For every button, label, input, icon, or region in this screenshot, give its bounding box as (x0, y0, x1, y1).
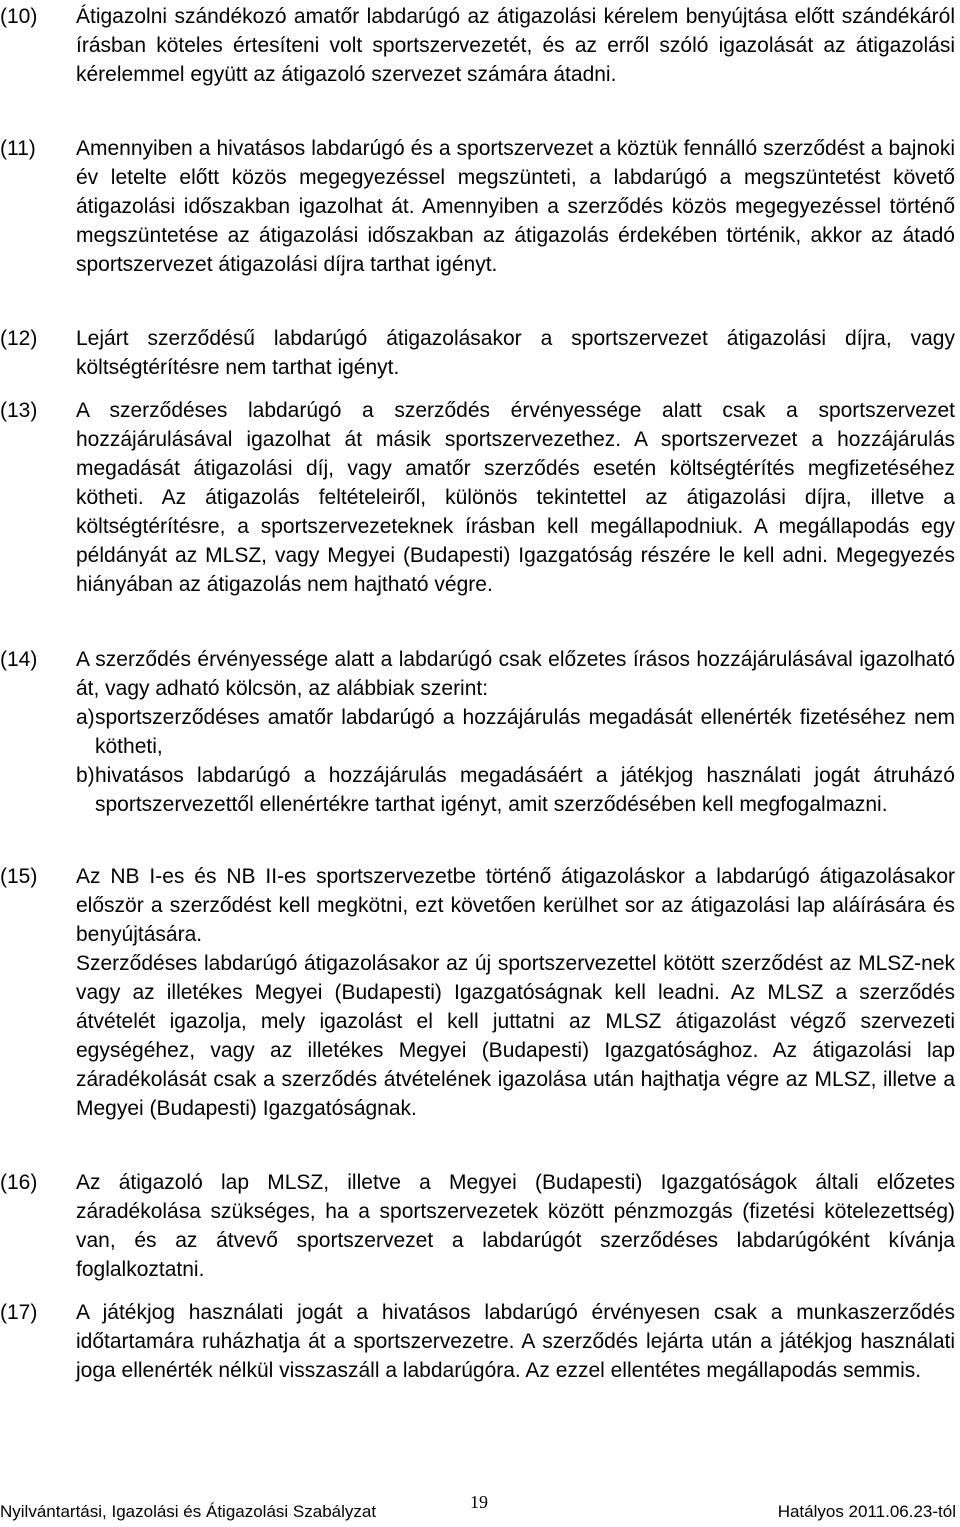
paragraph-body: Átigazolni szándékozó amatőr labdarúgó az átigazolási kérelem benyújtása előtt szándékáról írásban köteles értesíteni volt sportszervezetét, és az erről szóló igazolását az átigazolási kérelemmel együtt az átigazoló szervezet számára átadni. (76, 5, 955, 86)
paragraph-number: (10) (0, 5, 38, 28)
list-item-text: hivatásos labdarúgó a hozzájárulás megadásáért a játékjog használati jogát átruházó sportszervezettől ellenértékre tarthat igényt, amit szerződésében kell megfogalmazni. (95, 764, 955, 816)
list-item (76, 703, 955, 761)
paragraph-text (76, 645, 955, 819)
paragraph-text (76, 134, 955, 279)
paragraph-number: (16) (0, 1171, 38, 1194)
list-item-text: sportszerződéses amatőr labdarúgó a hozzájárulás megadását ellenérték fizetéséhez nem kötheti, (95, 706, 955, 758)
paragraph-text (76, 324, 955, 382)
paragraph-number: (13) (0, 399, 38, 422)
paragraph-number: (11) (0, 137, 36, 160)
paragraph-body: Amennyiben a hivatásos labdarúgó és a sportszervezet a köztük fennálló szerződést a bajnoki év letelte előtt közös megegyezéssel megszünteti, a labdarúgó a megszüntetést követő átigazolási időszakban igazolhat át. Amennyiben a szerződés közös megegyezéssel történő megszüntetése az átigazolási időszakban az átigazolás érdekében történik, akkor az átadó sportszervezet átigazolási díjra tarthat igényt. (76, 137, 955, 276)
paragraph-number: (17) (0, 1301, 38, 1324)
paragraph-body: Az NB I-es és NB II-es sportszervezetbe történő átigazoláskor a labdarúgó átigazolásakor először a szerződést kell megkötni, ezt követően kerülhet sor az átigazolási lap aláírására és benyújtására. (76, 865, 955, 946)
paragraph-number: (14) (0, 648, 38, 671)
paragraph-text (76, 1168, 955, 1284)
paragraph-body: Lejárt szerződésű labdarúgó átigazolásakor a sportszervezet átigazolási díjra, vagy költségtérítésre nem tarthat igényt. (76, 327, 955, 379)
paragraph-body: A szerződéses labdarúgó a szerződés érvényessége alatt csak a sportszervezet hozzájárulásával igazolhat át másik sportszervezethez. A sportszervezet a hozzájárulás megadását átigazolási díj, vagy amatőr szerződés esetén költségtérítés megfizetéséhez kötheti. Az átigazolás feltételeiről, különös tekintettel az átigazolási díjra, illetve a költségtérítésre, a sportszervezeteknek írásban kell megállapodniuk. A megállapodás egy példányát az MLSZ, vagy Megyei (Budapesti) Igazgatóság részére le kell adni. Megegyezés hiányában az átigazolás nem hajtható végre. (76, 399, 955, 596)
paragraph-text (76, 396, 955, 599)
footer-title: Nyilvántartási, Igazolási és Átigazolási Szabályzat (0, 1502, 377, 1521)
paragraph-body: Az átigazoló lap MLSZ, illetve a Megyei (Budapesti) Igazgatóságok általi előzetes záradékolása szükséges, ha a sportszervezetek között pénzmozgás (fizetési kötelezettség) van, és az átvevő sportszervezet a labdarúgót szerződéses labdarúgóként kívánja foglalkoztatni. (76, 1171, 955, 1281)
page-number: 19 (470, 1492, 488, 1512)
list-item (76, 761, 955, 819)
paragraph-text (76, 862, 955, 1123)
paragraph-number: (15) (0, 865, 38, 888)
paragraph-text (76, 2, 955, 89)
paragraph-body-continued: Szerződéses labdarúgó átigazolásakor az új sportszervezettel kötött szerződést az MLSZ-nek vagy az illetékes Megyei (Budapesti) Igazgatóságnak kell leadni. Az MLSZ a szerződés átvételét igazolja, mely igazolást el kell juttatni az MLSZ átigazolást végző szervezeti egységéhez, vagy az illetékes Megyei (Budapesti) Igazgatósághoz. Az átigazolási lap záradékolását csak a szerződés átvételének igazolása után hajthatja végre az MLSZ, illetve a Megyei (Budapesti) Igazgatóságnak. (76, 952, 955, 1120)
page-footer (0, 1492, 960, 1522)
footer-effective-date: Hatályos 2011.06.23-tól (777, 1502, 956, 1521)
list-item-label: a) (76, 706, 95, 729)
paragraph-text (76, 1298, 955, 1385)
paragraph-body: A játékjog használati jogát a hivatásos labdarúgó érvényesen csak a munkaszerződés időtartamára ruházhatja át a sportszervezetre. A szerződés lejárta után a játékjog használati joga ellenérték nélkül visszaszáll a labdarúgóra. Az ezzel ellentétes megállapodás semmis. (76, 1301, 955, 1382)
paragraph-number: (12) (0, 327, 38, 350)
list-item-label: b) (76, 764, 95, 787)
paragraph-body: A szerződés érvényessége alatt a labdarúgó csak előzetes írásos hozzájárulásával igazolható át, vagy adható kölcsön, az alábbiak szerint: (76, 648, 955, 700)
